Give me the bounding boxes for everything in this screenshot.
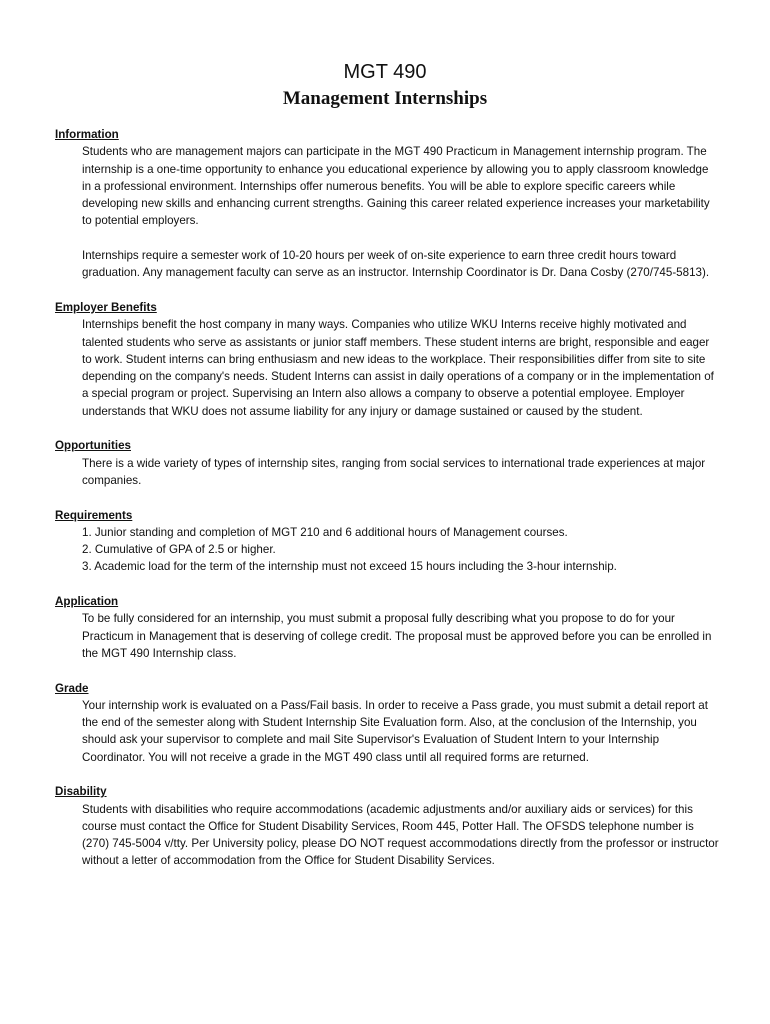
requirement-item-1: 1. Junior standing and completion of MGT 210 and 6 additional hours of Management courses. (82, 525, 568, 539)
section-heading-opportunities: Opportunities (55, 439, 131, 453)
section-application (55, 593, 720, 662)
requirement-item-2: 2. Cumulative of GPA of 2.5 or higher. (82, 543, 276, 557)
section-grade (55, 680, 720, 766)
document-subtitle: Management Internships (282, 88, 488, 109)
grade-paragraph: Your internship work is evaluated on a Pass/Fail basis. In order to receive a Pass grade, you must submit a detail report at the end of the semester along with Student Internship Site Evaluation form. Also, at the conclusion of the Internship, you should ask your supervisor to complete and mail Site Supervisor's Evaluation of Student Intern to your Internship Coordinator. You will not receive a grade in the MGT 490 class until all required forms are returned. (82, 698, 708, 764)
section-heading-information: Information (55, 128, 119, 141)
information-paragraph-1: Students who are management majors can participate in the MGT 490 Practicum in Management internship program. The internship is a one-time opportunity to enhance you educational experience by allowing you to apply classroom knowledge in a professional environment. Internships offer numerous benefits. You will be able to explore specific careers while developing new skills and enhancing current strengths. Gaining this career related experience increases your marketability to potential employers. (82, 145, 710, 228)
section-heading-application: Application (55, 595, 119, 609)
opportunities-paragraph: There is a wide variety of types of internship sites, ranging from social services to international trade experiences at major companies. (82, 456, 706, 487)
section-heading-grade: Grade (55, 681, 89, 695)
disability-paragraph: Students with disabilities who require accommodations (academic adjustments and/or auxiliary aids or services) for this course must contact the Office for Student Disability Services, Room 445, Potter Hall. The OFSDS telephone number is (270) 745-5004 v/tty. Per University policy, please DO NOT request accommodations directly from the professor or instructor without a letter of accommodation from the Office for Student Disability Services. (82, 802, 719, 868)
document-body (55, 126, 720, 887)
requirement-item-3: 3. Academic load for the term of the internship must not exceed 15 hours including the 3-hour internship. (82, 560, 617, 574)
section-employer-benefits (55, 299, 720, 420)
application-paragraph: To be fully considered for an internship, you must submit a proposal fully describing what you propose to do for your Practicum in Management that is deserving of college credit. The proposal must be approved before you can be enrolled in the MGT 490 Internship class. (82, 612, 712, 660)
section-heading-requirements: Requirements (55, 508, 133, 522)
requirements-list (55, 524, 720, 576)
information-paragraph-2: Internships require a semester work of 10-20 hours per week of on-site experience to earn three credit hours toward graduation. Any management faculty can serve as an instructor. Internship Coordinator is Dr. Dana Cosby (270/745-5813). (82, 249, 710, 280)
section-information (55, 126, 720, 282)
section-requirements (55, 507, 720, 576)
section-opportunities (55, 437, 720, 489)
employer-benefits-paragraph: Internships benefit the host company in many ways. Companies who utilize WKU Interns receive highly motivated and talented students who serve as assistants or junior staff members. These student interns are bright, responsible and eager to work. Student interns can bring enthusiasm and new ideas to the workplace. Their responsibilities differ from site to site depending on the company's needs. Student Interns can assist in daily operations of a company or in the implementation of a special program or project. Supervising an Intern also allows a company to observe a potential employee. Employer understands that WKU does not assume liability for any injury or damage sustained or caused by the student. (82, 318, 714, 418)
section-disability (55, 783, 720, 869)
document-title: MGT 490 (343, 61, 427, 83)
section-heading-employer-benefits: Employer Benefits (55, 300, 157, 314)
section-heading-disability: Disability (55, 785, 107, 799)
